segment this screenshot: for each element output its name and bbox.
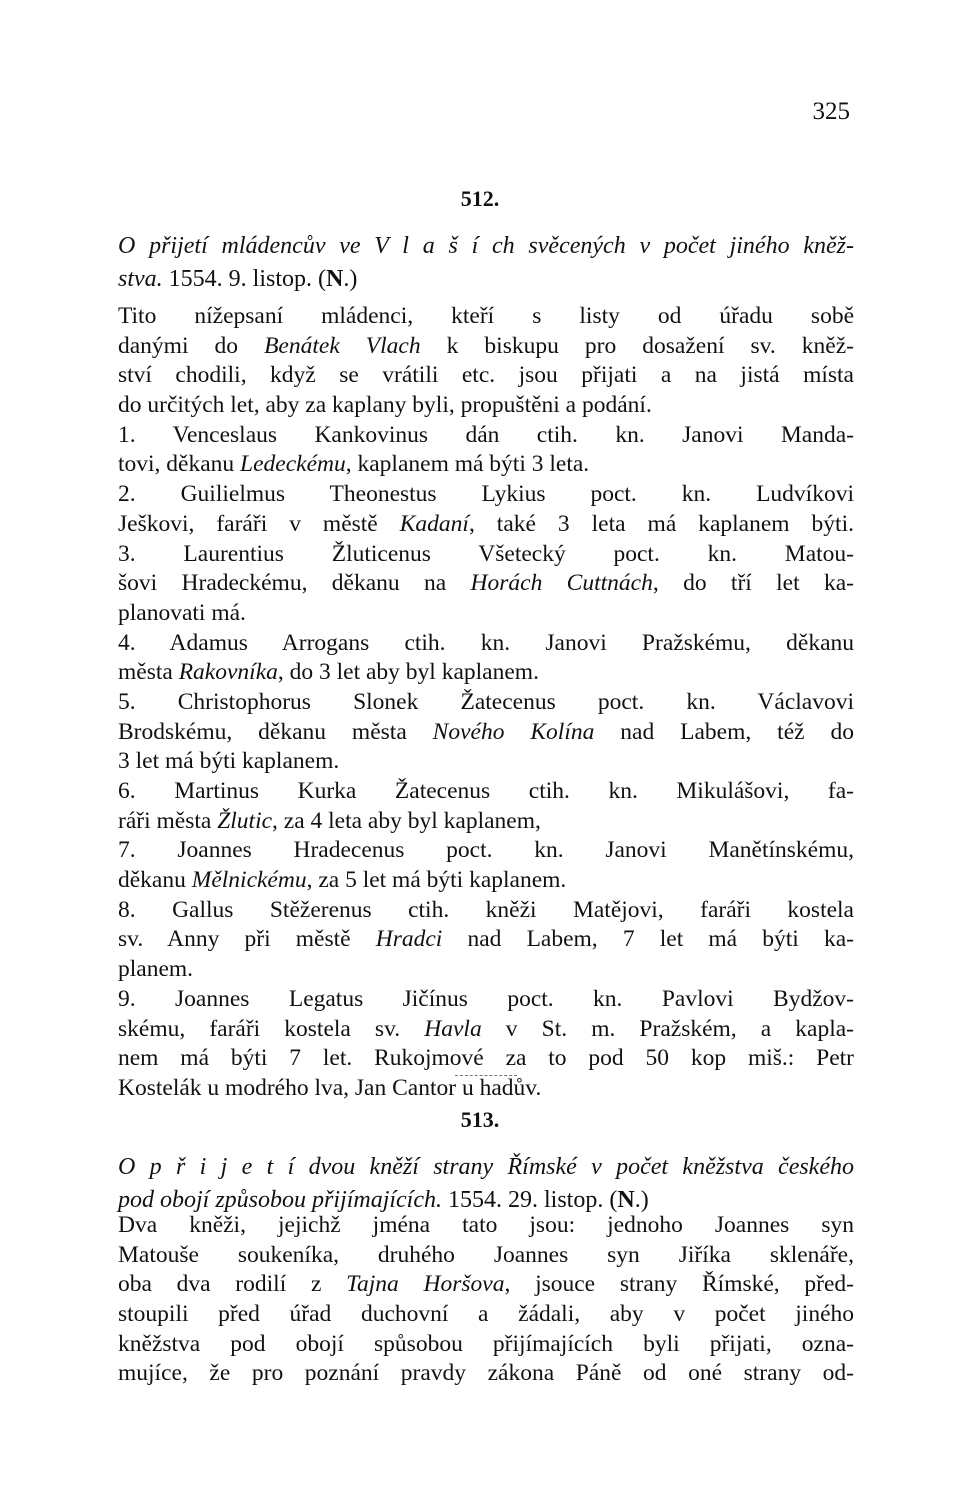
title-line: stva. 1554. 9. listop. (N.) — [118, 266, 358, 292]
text-line: danými do Benátek Vlach k biskupu pro dosažení sv. kněž- — [118, 332, 854, 359]
text-line: 9. Joannes Legatus Jičínus poct. kn. Pavlovi Bydžov- — [118, 985, 854, 1012]
document-513-number: 513. — [460, 1107, 500, 1132]
text-line: Brodskému, děkanu města Nového Kolína nad Labem, též do — [118, 718, 854, 745]
text-line: Matouše soukeníka, druhého Joannes syn Jiříka sklenáře, — [118, 1241, 854, 1268]
text-line: 3 let má býti kaplanem. — [118, 748, 340, 775]
text-line: nem má býti 7 let. Rukojmové za to pod 50 kop miš.: Petr — [118, 1045, 854, 1072]
text-line: Ješkovi, faráři v městě Kadaní, také 3 leta má kaplanem býti. — [118, 510, 854, 537]
text-line: kněžstva pod obojí spůsobou přijímajících byli přijati, ozna- — [118, 1330, 854, 1357]
document-513-title — [118, 1151, 854, 1217]
text-line: tovi, děkanu Ledeckému, kaplanem má býti 3 leta. — [118, 451, 590, 478]
text-line: 4. Adamus Arrogans ctih. kn. Janovi Pražskému, děkanu — [118, 629, 854, 656]
text-line: Tito nížepsaní mládenci, kteří s listy od úřadu sobě — [118, 303, 854, 329]
text-line: do určitých let, aby za kaplany byli, propuštěni a podání. — [118, 392, 652, 419]
section-divider — [455, 1075, 517, 1076]
text-line: 6. Martinus Kurka Žatecenus ctih. kn. Mikulášovi, fa- — [118, 778, 854, 804]
text-line: města Rakovníka, do 3 let aby byl kaplanem. — [118, 659, 539, 686]
text-line: 1. Venceslaus Kankovinus dán ctih. kn. Janovi Manda- — [118, 421, 854, 448]
text-line: mujíce, že pro poznání pravdy zákona Páně od oné strany od- — [118, 1360, 854, 1387]
text-line: ráři města Žlutic, za 4 leta aby byl kaplanem, — [118, 807, 541, 834]
page-number: 325 — [812, 98, 850, 125]
text-line: 2. Guilielmus Theonestus Lykius poct. kn. Ludvíkovi — [118, 481, 854, 508]
text-line: 5. Christophorus Slonek Žatecenus poct. kn. Václavovi — [118, 688, 854, 715]
document-512-title — [118, 230, 854, 296]
text-line: planem. — [118, 956, 194, 983]
text-line: oba dva rodilí z Tajna Horšova, jsouce strany Římské, před- — [118, 1271, 854, 1298]
document-512-body — [118, 302, 854, 1104]
text-line: planovati má. — [118, 599, 246, 626]
title-line: O přijetí mládencův ve V l a š í ch svěcených v počet jiného kněž- — [118, 233, 854, 259]
text-line: 8. Gallus Stěžerenus ctih. kněži Matějovi, faráři kostela — [118, 896, 854, 923]
text-line: šovi Hradeckému, děkanu na Horách Cuttnách, do tří let ka- — [118, 570, 854, 597]
document-513-body — [118, 1211, 854, 1389]
text-line: skému, faráři kostela sv. Havla v St. m. Pražském, a kapla- — [118, 1015, 854, 1042]
text-line: ství chodili, když se vrátili etc. jsou přijati a na jistá místa — [118, 362, 854, 389]
text-line: 3. Laurentius Žluticenus Všetecký poct. kn. Matou- — [118, 540, 854, 567]
title-line: O p ř i j e t í dvou kněží strany Římské v počet kněžstva českého — [118, 1154, 854, 1180]
text-line: Dva kněži, jejichž jména tato jsou: jednoho Joannes syn — [118, 1212, 854, 1238]
text-line: děkanu Mělnickému, za 5 let má býti kaplanem. — [118, 867, 567, 894]
text-line: sv. Anny při městě Hradci nad Labem, 7 let má býti ka- — [118, 926, 854, 953]
text-line: Kostelák u modrého lva, Jan Cantor u hadův. — [118, 1074, 542, 1101]
title-line: pod obojí způsobou přijímajících. 1554. 29. listop. (N.) — [118, 1187, 649, 1213]
text-line: stoupili před úřad duchovní a žádali, aby v počet jiného — [118, 1301, 854, 1328]
text-line: 7. Joannes Hradecenus poct. kn. Janovi Manětínskému, — [118, 837, 854, 864]
document-512-number: 512. — [460, 186, 500, 211]
